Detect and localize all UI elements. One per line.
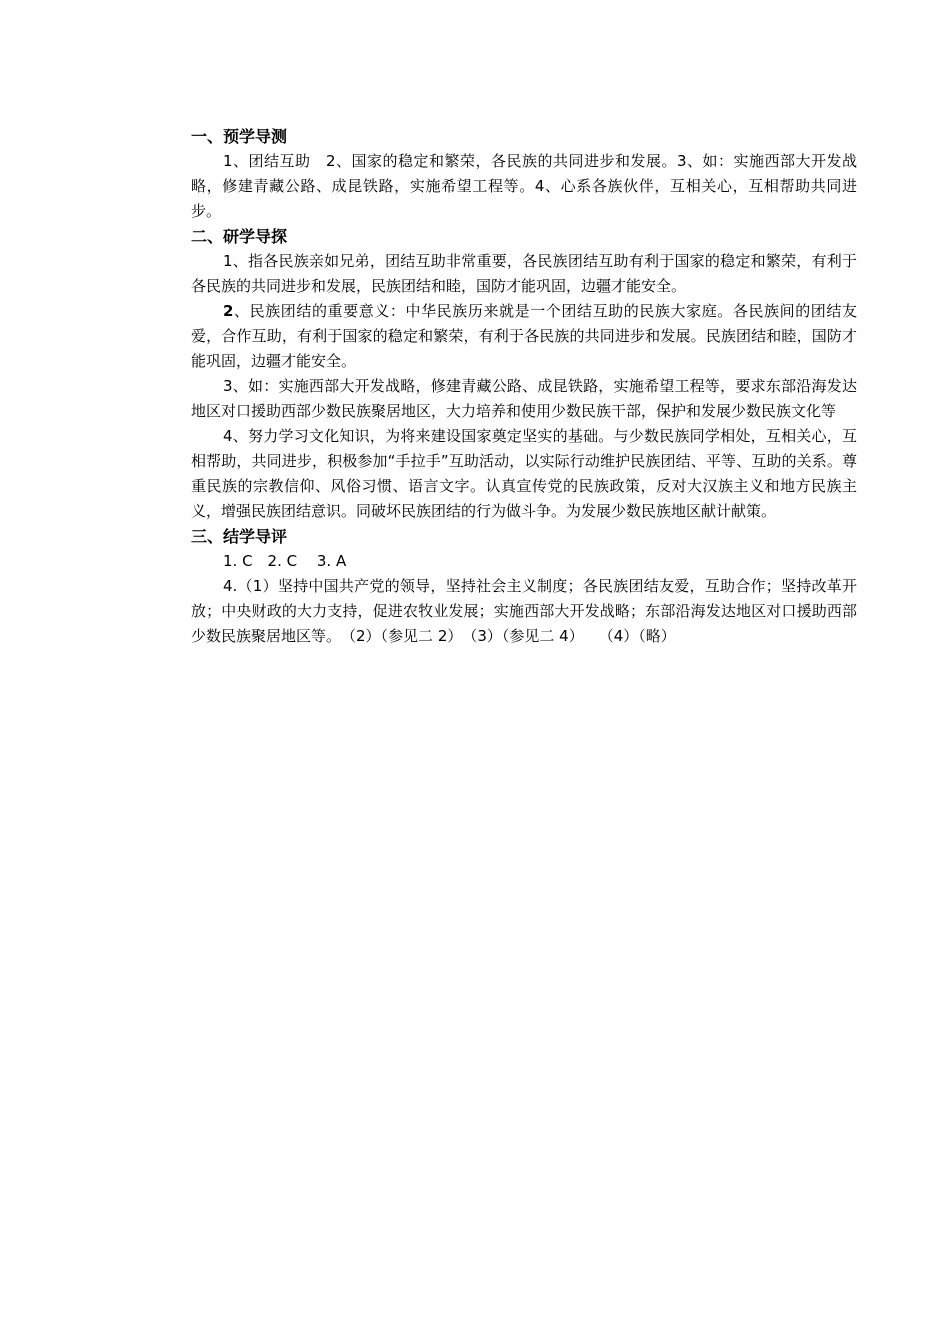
paragraph-inquiry-2 xyxy=(191,299,857,374)
paragraph-number: 2 xyxy=(223,302,234,320)
section-heading-inquiry: 二、研学导探 xyxy=(191,227,288,246)
section-heading-preview: 一、预学导测 xyxy=(191,127,288,146)
paragraph-text: 、民族团结的重要意义：中华民族历来就是一个团结互助的民族大家庭。各民族间的团结友爱，合作互助，有利于国家的稳定和繁荣，有利于各民族的共同进步和发展。民族团结和睦，国防才能巩固，边疆才能安全。 xyxy=(191,302,857,370)
paragraph-evaluation-q4: 4.（1）坚持中国共产党的领导，坚持社会主义制度；各民族团结友爱，互助合作；坚持改革开放；中央财政的大力支持，促进农牧业发展；实施西部大开发战略；东部沿海发达地区对口援助西部少数民族聚居地区等。 （2）（参见二 2） （3）（参见二 4） （4）（略） xyxy=(191,577,857,645)
section-heading-evaluation: 三、结学导评 xyxy=(191,527,288,546)
paragraph-preview-answers: 1、团结互助 2、国家的稳定和繁荣，各民族的共同进步和发展。3、如：实施西部大开发战略，修建青藏公路、成昆铁路，实施希望工程等。4、心系各族伙伴，互相关心，互相帮助共同进步。 xyxy=(191,152,857,220)
paragraph-inquiry-4: 4、努力学习文化知识，为将来建设国家奠定坚实的基础。与少数民族同学相处，互相关心，互相帮助，共同进步，积极参加“手拉手”互助活动，以实际行动维护民族团结、平等、互助的关系。尊重民族的宗教信仰、风俗习惯、语言文字。认真宣传党的民族政策，反对大汉族主义和地方民族主义，增强民族团结意识。同破坏民族团结的行为做斗争。为发展少数民族地区献计献策。 xyxy=(191,427,857,520)
paragraph-inquiry-1: 1、指各民族亲如兄弟，团结互助非常重要，各民族团结互助有利于国家的稳定和繁荣，有利于各民族的共同进步和发展，民族团结和睦，国防才能巩固，边疆才能安全。 xyxy=(191,252,857,295)
document-page xyxy=(191,124,857,649)
paragraph-inquiry-3: 3、如：实施西部大开发战略，修建青藏公路、成昆铁路，实施希望工程等，要求东部沿海发达地区对口援助西部少数民族聚居地区，大力培养和使用少数民族干部，保护和发展少数民族文化等 xyxy=(191,377,857,420)
paragraph-evaluation-choices: 1. C 2. C 3. A xyxy=(223,552,347,570)
